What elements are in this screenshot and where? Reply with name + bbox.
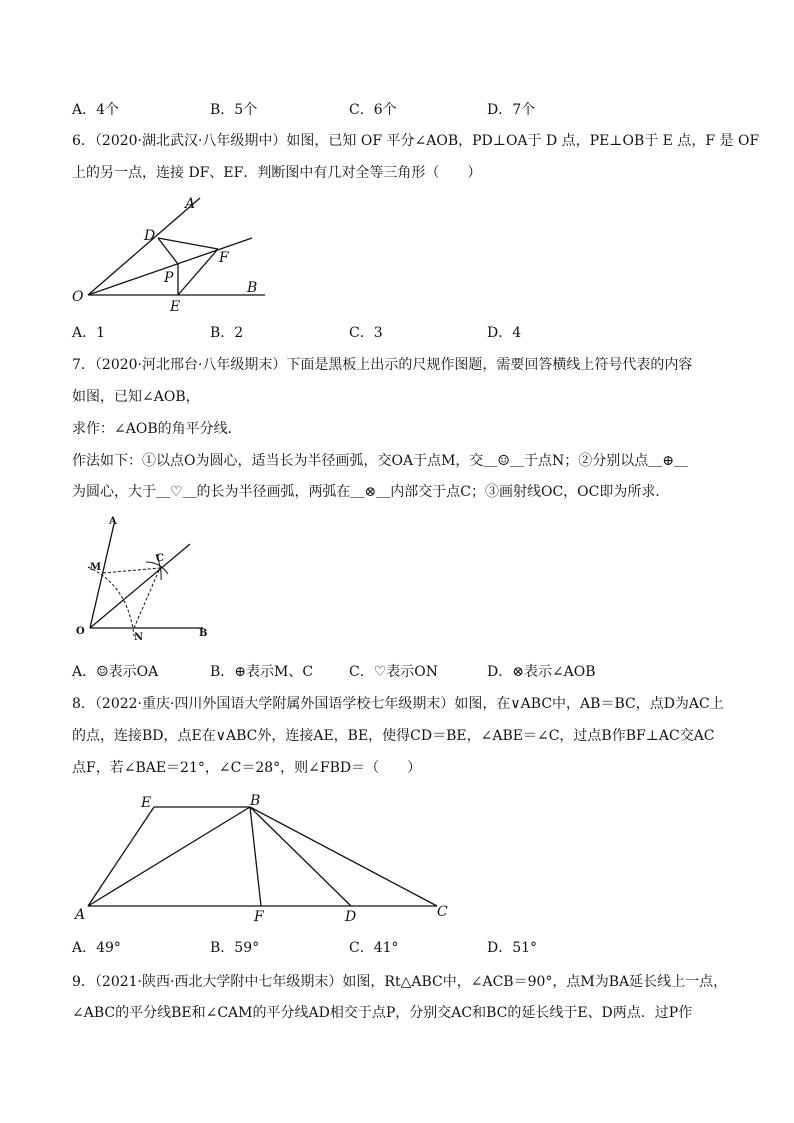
q8-label-f: F: [254, 909, 264, 925]
q6-segment-ef: [178, 249, 218, 295]
q6-option-b[interactable]: B．2: [210, 325, 244, 341]
q8-label-e: E: [141, 795, 152, 811]
q8-option-b[interactable]: B．59°: [210, 940, 260, 956]
q6-option-d[interactable]: D．4: [487, 325, 522, 341]
q8-segment-ae: [88, 807, 154, 906]
q7-option-d[interactable]: D．⊗表示∠AOB: [487, 664, 596, 680]
q7-label-n: N: [134, 632, 144, 643]
q7-arc-mn: [88, 567, 134, 636]
q7-ray-oa: [90, 524, 114, 628]
q7-segment-mc: [103, 568, 160, 573]
q8-segment-bd: [250, 807, 351, 906]
q7-stem-line5: 为圆心，大于＿♡＿的长为半径画弧，两弧在＿⊗＿内部交于点C；③画射线OC，OC即为所求．: [72, 484, 670, 500]
q6-label-a: A: [185, 196, 196, 212]
q7-option-c[interactable]: C．♡表示ON: [349, 664, 438, 680]
q6-option-a[interactable]: A．1: [72, 325, 106, 341]
q7-option-b[interactable]: B．⊕表示M、C: [210, 664, 314, 680]
q7-label-a: A: [109, 516, 117, 527]
q7-segment-nc: [134, 568, 160, 628]
q6-figure: [60, 190, 280, 315]
q8-option-c[interactable]: C．41°: [349, 940, 399, 956]
q5-option-c[interactable]: C．6个: [349, 102, 397, 118]
q7-label-b: B: [199, 628, 208, 639]
q7-label-c: C: [156, 553, 164, 564]
q6-ray-of: [88, 238, 252, 295]
q6-label-b: B: [247, 280, 258, 296]
q7-stem-line3: 求作：∠AOB的角平分线．: [72, 421, 242, 437]
q8-segment-bf: [250, 807, 261, 906]
q6-label-e: E: [170, 299, 181, 315]
q5-option-b[interactable]: B．5个: [210, 102, 258, 118]
q8-stem-line1: 8．（2022·重庆·四川外国语大学附属外国语学校七年级期末）如图，在∨ABC中，AB＝BC，点D为AC上: [72, 696, 724, 712]
q7-stem-line2: 如图，已知∠AOB，: [72, 389, 200, 405]
q6-ray-oa: [88, 198, 200, 295]
q7-ray-oc: [90, 544, 190, 628]
q6-stem-line2: 上的另一点，连接 DF、EF．判断图中有几对全等三角形（ ）: [72, 165, 482, 181]
q8-stem-line2: 的点，连接BD，点E在∨ABC外，连接AE，BE，使得CD＝BE，∠ABE＝∠C，过点B作BF⊥AC交AC: [72, 728, 715, 744]
q9-stem-line2: ∠ABC的平分线BE和∠CAM的平分线AD相交于点P，分别交AC和BC的延长线于E、D两点．过P作: [72, 1005, 693, 1021]
q8-segment-bc: [250, 807, 437, 906]
q8-label-b: B: [250, 793, 261, 809]
q7-figure: [68, 510, 218, 645]
q7-label-m: M: [90, 562, 102, 573]
q8-segment-ab: [88, 807, 250, 906]
q8-label-a: A: [75, 907, 86, 923]
q7-option-a[interactable]: A．☺表示OA: [72, 664, 159, 680]
q6-stem-line1: 6．（2020·湖北武汉·八年级期中）如图，已知 OF 平分∠AOB，PD⊥OA于 D 点，PE⊥OB于 E 点，F 是 OF: [72, 133, 760, 149]
q6-option-c[interactable]: C．3: [349, 325, 383, 341]
q6-label-o: O: [72, 289, 84, 305]
q8-figure: [70, 790, 460, 925]
q8-stem-line3: 点F，若∠BAE＝21°，∠C＝28°，则∠FBD＝（ ）: [72, 760, 422, 776]
q8-label-d: D: [345, 909, 357, 925]
q6-label-p: P: [164, 270, 174, 286]
q8-label-c: C: [437, 904, 448, 920]
q8-option-a[interactable]: A．49°: [72, 940, 121, 956]
q5-option-a[interactable]: A．4个: [72, 102, 120, 118]
q5-option-d[interactable]: D．7个: [487, 102, 536, 118]
q9-stem-line1: 9．（2021·陕西·西北大学附中七年级期末）如图，Rt△ABC中，∠ACB＝90°，点M为BA延长线上一点，: [72, 974, 728, 990]
q7-stem-line4: 作法如下：①以点O为圆心，适当长为半径画弧，交OA于点M，交＿☺＿于点N；②分别以点＿⊕＿: [72, 453, 688, 469]
q6-label-d: D: [144, 228, 156, 244]
q7-stem-line1: 7．（2020·河北邢台·八年级期末）下面是黑板上出示的尺规作图题，需要回答横线上符号代表的内容: [72, 357, 693, 373]
q6-label-f: F: [219, 250, 229, 266]
q6-segment-dp: [158, 238, 178, 264]
q6-segment-df: [158, 238, 218, 249]
q7-label-o: O: [76, 626, 85, 637]
q8-option-d[interactable]: D．51°: [487, 940, 538, 956]
